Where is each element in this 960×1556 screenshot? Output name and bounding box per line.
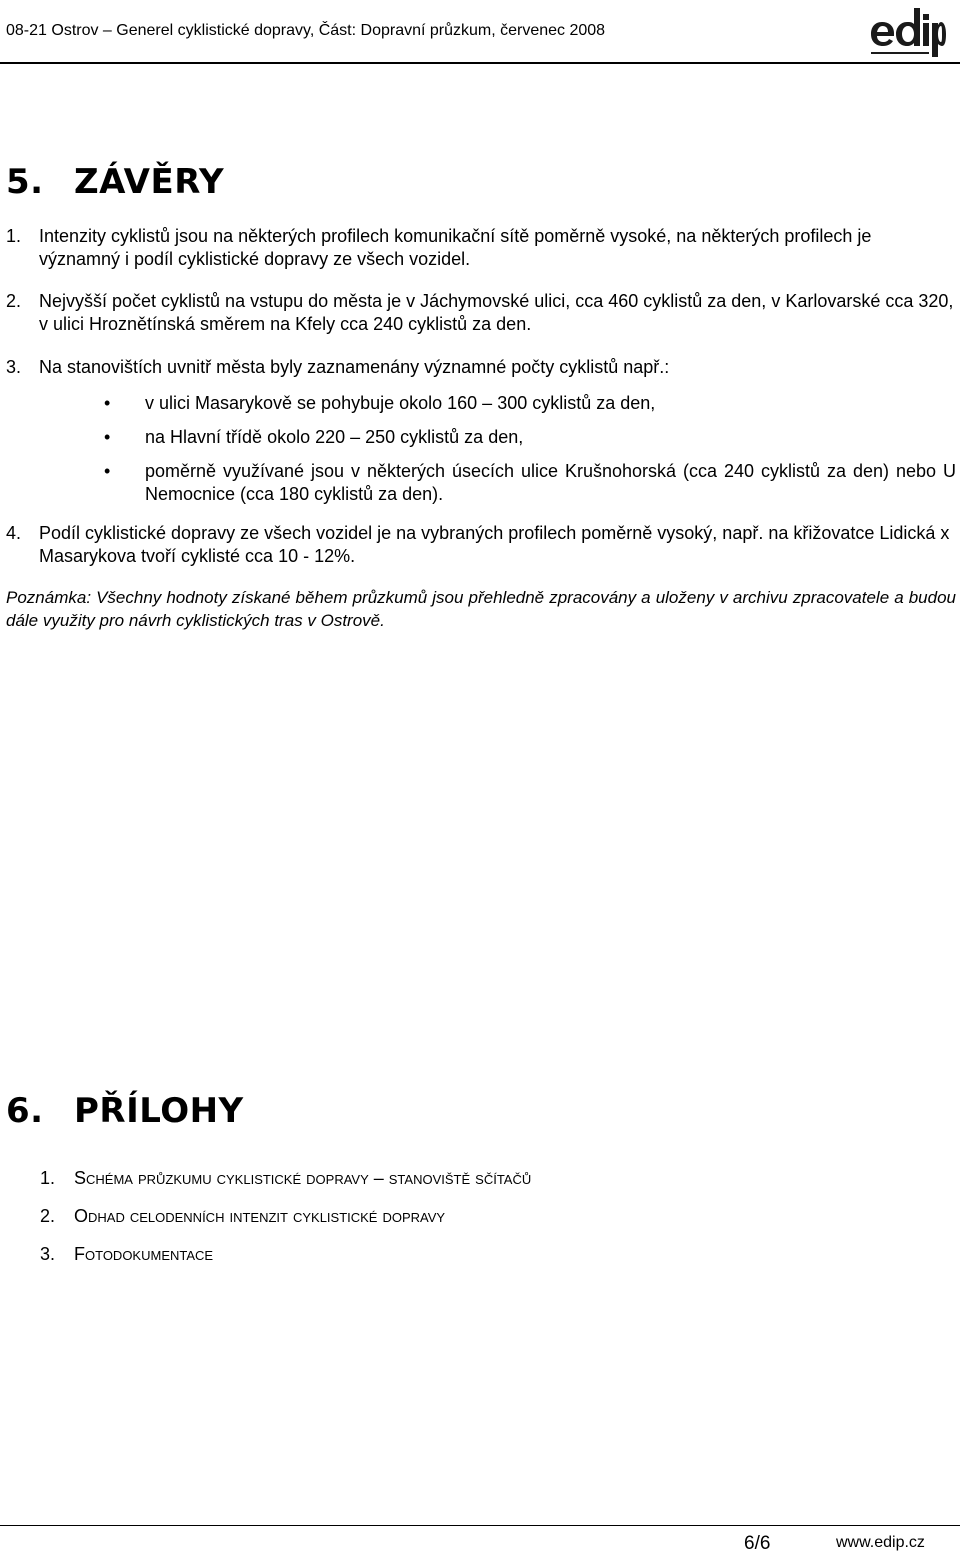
bullet-item-2	[104, 426, 956, 449]
item-text: Na stanovištích uvnitř města byly zaznamenány významné počty cyklistů např.:	[39, 357, 670, 377]
page-header	[0, 0, 960, 62]
conclusion-item-4	[6, 522, 956, 568]
bullet-text: poměrně využívané jsou v některých úsecích ulice Krušnohorská (cca 240 cyklistů za den) nebo U Nemocnice (cca 180 cyklistů za den).	[145, 461, 956, 504]
item-text: Intenzity cyklistů jsou na některých profilech komunikační sítě poměrně vysoké, na některých profilech je významný i podíl cyklistické dopravy ze všech vozidel.	[39, 226, 872, 269]
bullet-icon: •	[104, 427, 111, 447]
appendix-text: Odhad celodenních intenzit cyklistické dopravy	[74, 1206, 446, 1226]
bullet-text: na Hlavní třídě okolo 220 – 250 cyklistů za den,	[145, 427, 524, 447]
bullet-icon: •	[104, 393, 111, 413]
bullet-item-1	[104, 392, 956, 415]
appendix-number: 2.	[40, 1206, 56, 1226]
item-text: Nejvyšší počet cyklistů na vstupu do města je v Jáchymovské ulici, cca 460 cyklistů za den, v Karlovarské cca 320, v ulici Hroznětínská směrem na Kfely cca 240 cyklistů za den.	[39, 291, 954, 334]
conclusion-item-3	[6, 356, 956, 379]
appendix-text: Fotodokumentace	[74, 1244, 214, 1264]
page-number: 6/6	[744, 1533, 771, 1554]
item-number: 3.	[6, 357, 22, 377]
conclusion-item-2	[6, 290, 956, 336]
appendix-number: 1.	[40, 1168, 56, 1188]
appendix-text: Schéma průzkumu cyklistické dopravy – stanoviště sčítačů	[74, 1168, 532, 1188]
edip-logo	[870, 2, 946, 58]
bullet-icon: •	[104, 461, 111, 481]
footer-divider	[0, 1525, 960, 1526]
section-5-title: ZÁVĚRY	[74, 162, 225, 202]
item-number: 1.	[6, 226, 22, 246]
section-6-number: 6.	[6, 1091, 44, 1131]
footer-url: www.edip.cz	[836, 1534, 925, 1551]
section-6-heading	[6, 1091, 244, 1131]
appendix-item-3	[40, 1244, 213, 1265]
item-number: 4.	[6, 523, 22, 543]
note-paragraph: Poznámka: Všechny hodnoty získané během průzkumů jsou přehledně zpracovány a uloženy v archivu zpracovatele a budou dále využity pro návrh cyklistických tras v Ostrově.	[6, 588, 956, 630]
section-5-heading	[6, 162, 224, 202]
header-divider	[0, 62, 960, 64]
header-title: 08-21 Ostrov – Generel cyklistické dopravy, Část: Dopravní průzkum, červenec 2008	[6, 22, 606, 39]
section-5-number: 5.	[6, 162, 44, 202]
appendix-item-2	[40, 1206, 445, 1227]
bullet-item-3	[104, 460, 956, 506]
item-text: Podíl cyklistické dopravy ze všech vozidel je na vybraných profilech poměrně vysoký, např. na křižovatce Lidická x Masarykova tvoří cyklisté cca 10 - 12%.	[39, 523, 950, 566]
bullet-text: v ulici Masarykově se pohybuje okolo 160 – 300 cyklistů za den,	[145, 393, 656, 413]
item-number: 2.	[6, 291, 22, 311]
appendix-item-1	[40, 1168, 531, 1189]
conclusion-item-1	[6, 225, 956, 271]
appendix-number: 3.	[40, 1244, 56, 1264]
section-6-title: PŘÍLOHY	[74, 1091, 244, 1131]
